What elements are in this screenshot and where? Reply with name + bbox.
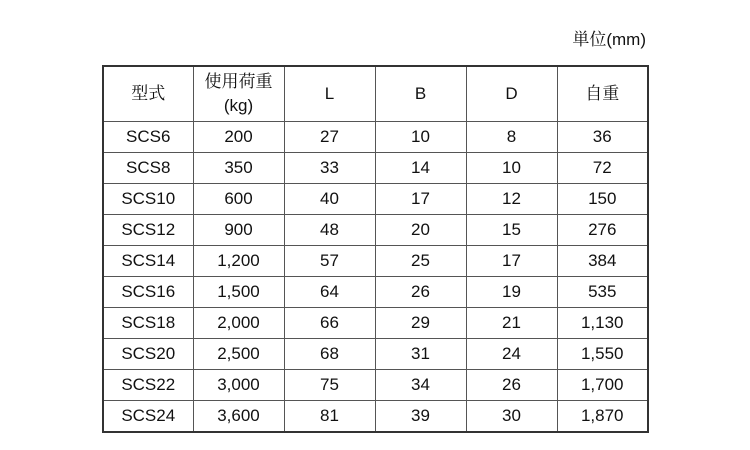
cell-b: 31 [375,339,466,370]
cell-b: 17 [375,184,466,215]
cell-l: 33 [284,153,375,184]
cell-load: 2,000 [193,308,284,339]
cell-load: 3,600 [193,401,284,433]
cell-b: 20 [375,215,466,246]
cell-l: 68 [284,339,375,370]
cell-load: 350 [193,153,284,184]
cell-l: 66 [284,308,375,339]
cell-load: 900 [193,215,284,246]
cell-b: 26 [375,277,466,308]
cell-model: SCS20 [103,339,193,370]
table-row [103,308,648,339]
cell-load: 200 [193,122,284,153]
cell-model: SCS14 [103,246,193,277]
cell-b: 29 [375,308,466,339]
cell-l: 75 [284,370,375,401]
table-row [103,246,648,277]
header-weight: 自重 [557,66,648,122]
cell-model: SCS6 [103,122,193,153]
table-row [103,401,648,433]
header-b: B [375,66,466,122]
cell-b: 25 [375,246,466,277]
header-l: L [284,66,375,122]
cell-d: 21 [466,308,557,339]
cell-d: 10 [466,153,557,184]
cell-model: SCS24 [103,401,193,433]
header-load [193,66,284,122]
cell-load: 1,200 [193,246,284,277]
header-load-line2: (kg) [223,96,254,115]
cell-l: 27 [284,122,375,153]
spec-table [102,65,649,433]
cell-model: SCS8 [103,153,193,184]
header-load-line1: 使用荷重 [204,72,273,91]
table-row [103,339,648,370]
cell-d: 30 [466,401,557,433]
table-row [103,370,648,401]
cell-model: SCS12 [103,215,193,246]
table-header-row [103,66,648,122]
cell-l: 81 [284,401,375,433]
cell-weight: 535 [557,277,648,308]
cell-l: 48 [284,215,375,246]
cell-b: 14 [375,153,466,184]
header-d: D [466,66,557,122]
cell-weight: 276 [557,215,648,246]
cell-b: 34 [375,370,466,401]
cell-weight: 72 [557,153,648,184]
cell-b: 39 [375,401,466,433]
table-row [103,277,648,308]
cell-l: 57 [284,246,375,277]
cell-weight: 1,870 [557,401,648,433]
cell-model: SCS10 [103,184,193,215]
cell-l: 64 [284,277,375,308]
cell-weight: 384 [557,246,648,277]
table-row [103,122,648,153]
cell-load: 2,500 [193,339,284,370]
cell-weight: 1,550 [557,339,648,370]
cell-model: SCS16 [103,277,193,308]
cell-load: 1,500 [193,277,284,308]
cell-model: SCS22 [103,370,193,401]
cell-l: 40 [284,184,375,215]
cell-b: 10 [375,122,466,153]
cell-load: 3,000 [193,370,284,401]
table-row [103,215,648,246]
cell-weight: 1,130 [557,308,648,339]
cell-weight: 36 [557,122,648,153]
unit-label: 単位(mm) [572,30,646,49]
cell-d: 8 [466,122,557,153]
cell-model: SCS18 [103,308,193,339]
cell-d: 26 [466,370,557,401]
cell-weight: 1,700 [557,370,648,401]
cell-d: 15 [466,215,557,246]
table-row [103,184,648,215]
header-model: 型式 [103,66,193,122]
table-row [103,153,648,184]
cell-weight: 150 [557,184,648,215]
cell-d: 12 [466,184,557,215]
cell-d: 17 [466,246,557,277]
cell-d: 24 [466,339,557,370]
cell-load: 600 [193,184,284,215]
cell-d: 19 [466,277,557,308]
